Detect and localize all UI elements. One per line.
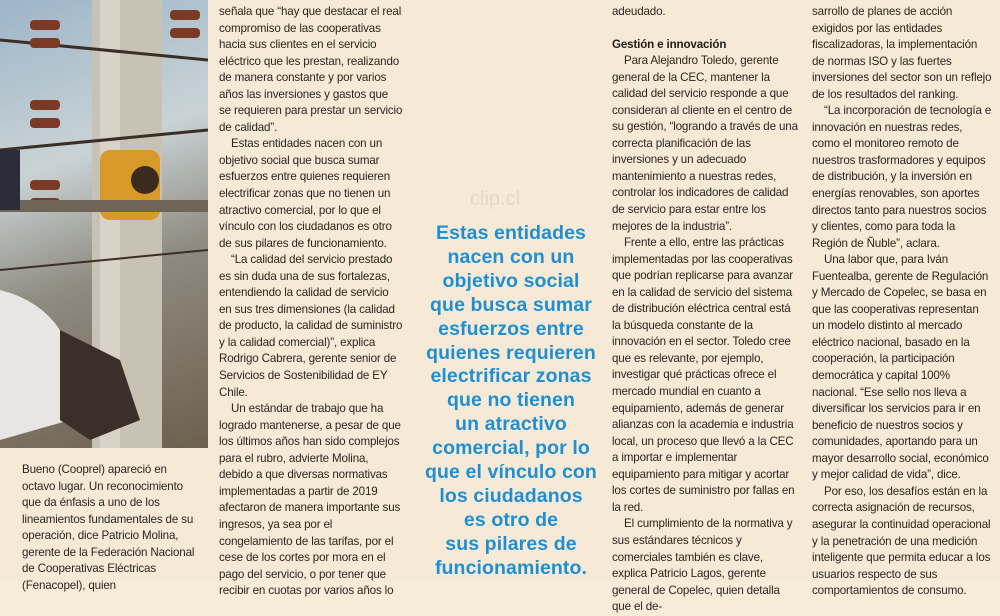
column-5 xyxy=(812,4,992,600)
lineman-photo xyxy=(0,0,208,448)
body-paragraph: El cumplimiento de la normativa y sus estándares técnicos y comerciales también es clave, explica Patricio Lagos, gerente general de Copelec, quien detalla que el de- xyxy=(612,517,793,614)
body-paragraph: Una labor que, para Iván Fuentealba, gerente de Regulación y Mercado de Copelec, se basa en que las cooperativas representan un modelo distinto al mercado eléctrico nacional, basado en la cooperación, la participación democrática y capital 100% nacional. “Ese sello nos lleva a diversificar los servicios para ir en beneficio de nuestros socios y comunidades, aportando para un mayor desarrollo social, económico y mejor calidad de vida”, dice. xyxy=(812,253,989,482)
body-paragraph: adeudado. xyxy=(612,5,666,18)
pull-quote-line: funcionamiento. xyxy=(434,556,588,579)
body-paragraph: señala que “hay que destacar el real compromiso de las cooperativas hacia sus clientes en el servicio eléctrico que les prestan, realizando de manera constante y por varios años las inversiones y gastos que se requieren para prestar un servicio de calidad”. xyxy=(219,5,403,134)
pull-quote-line: Estas entidades xyxy=(436,222,586,244)
body-paragraph: Por eso, los desafíos están en la correcta asignación de recursos, asegurar la continuidad operacional y la penetración de una medición inteligente que permita educar a los usuarios respecto de sus comportamientos de consumo. xyxy=(812,484,991,598)
body-paragraph: “La incorporación de tecnología e innovación en nuestras redes, como el monitoreo remoto de nuestros trasformadores y equipos de distribución, y la inversión en energías renovables, son aportes directos tanto para nuestros socios y clientes, como para toda la Región de Ñuble”, aclara. xyxy=(812,104,992,250)
column-1 xyxy=(22,462,198,594)
pull-quote-line: esfuerzos entre xyxy=(438,317,584,340)
pull-quote-line: comercial, por lo xyxy=(432,437,590,460)
pull-quote-line: que no tienen xyxy=(446,389,576,412)
pull-quote-line: objetivo social xyxy=(442,269,580,292)
body-paragraph: Frente a ello, entre las prácticas implementadas por las cooperativas que podrían replicarse para avanzar en la calidad de servicio del sistema de distribución eléctrica central está la búsqueda constante de la innovación en el sector. Toledo cree que es relevante, por ejemplo, investigar qué prácticas ofrece el mercado mundial en cuanto a equipamiento, además de generar alianzas con la academia e industria local, un proceso que llevó a la CEC a importar e implementar equipamiento para mitigar y acortar los cortes de suministro por fallas en la red. xyxy=(612,236,795,514)
pull-quote-line: nacen con un xyxy=(447,245,575,268)
pull-quote-line: es otro de xyxy=(463,508,559,531)
body-paragraph: “La calidad del servicio prestado es sin duda una de sus fortalezas, entendiendo la calidad de servicio en sus tres dimensiones (la calidad de producto, la calidad de suministro y la calidad comercial)”, explica Rodrigo Cabrera, gerente senior de Servicios de Sostenibilidad de EY Chile. xyxy=(219,253,403,399)
pull-quote-line: sus pilares de xyxy=(445,532,577,555)
pull-quote-line: que busca sumar xyxy=(430,293,592,316)
body-paragraph: Para Alejandro Toledo, gerente general de la CEC, mantener la calidad del servicio responde a que consideran al cliente en el centro de su gestión, “logrando a través de una correcta planificación de las inversiones y un adecuado mantenimiento a nuestras redes, controlar los indicadores de calidad de servicio para estar entre los mejores de la industria”. xyxy=(612,54,798,233)
watermark: clip.cl xyxy=(470,188,521,210)
pull-quote-line: los ciudadanos xyxy=(439,484,583,507)
pull-quote-line: un atractivo xyxy=(455,413,567,436)
pull-quote xyxy=(418,222,604,581)
body-paragraph: sarrollo de planes de acción exigidos por las entidades fiscalizadoras, la implementación de normas ISO y las fuertes inversiones del sector son un reflejo de los resultados del ranking. xyxy=(812,5,992,101)
body-paragraph: Estas entidades nacen con un objetivo social que busca sumar esfuerzos entre quienes requieren electrificar zonas que no tienen un atractivo comercial, por lo que el vínculo con los ciudadanos es otro de sus pilares de funcionamiento. xyxy=(219,137,392,250)
pull-quote-line: electrificar zonas xyxy=(430,365,592,388)
body-paragraph: Un estándar de trabajo que ha logrado mantenerse, a pesar de que los últimos años han sido complejos para el rubro, advierte Molina, debido a que diversas normativas implementadas a partir de 2019 afectaron de manera importante sus ingresos, ya sea por el congelamiento de las tarifas, por el cese de los cortes por mora en el pago del servicio, o por tener que recibir en cuotas por varios años lo xyxy=(219,402,401,598)
section-heading: Gestión e innovación xyxy=(612,37,727,51)
column-4 xyxy=(612,4,798,616)
pull-quote-line: quienes requieren xyxy=(426,341,596,364)
body-paragraph: Bueno (Cooprel) apareció en octavo lugar. Un reconocimiento que da énfasis a uno de los lineamientos fundamentales de su operación, dice Patricio Molina, gerente de la Federación Nacional de Cooperativas Eléctricas (Fenacopel), quien xyxy=(22,463,195,592)
pull-quote-line: que el vínculo con xyxy=(425,461,597,484)
column-2 xyxy=(219,4,403,600)
utility-pole-illustration xyxy=(0,0,208,448)
